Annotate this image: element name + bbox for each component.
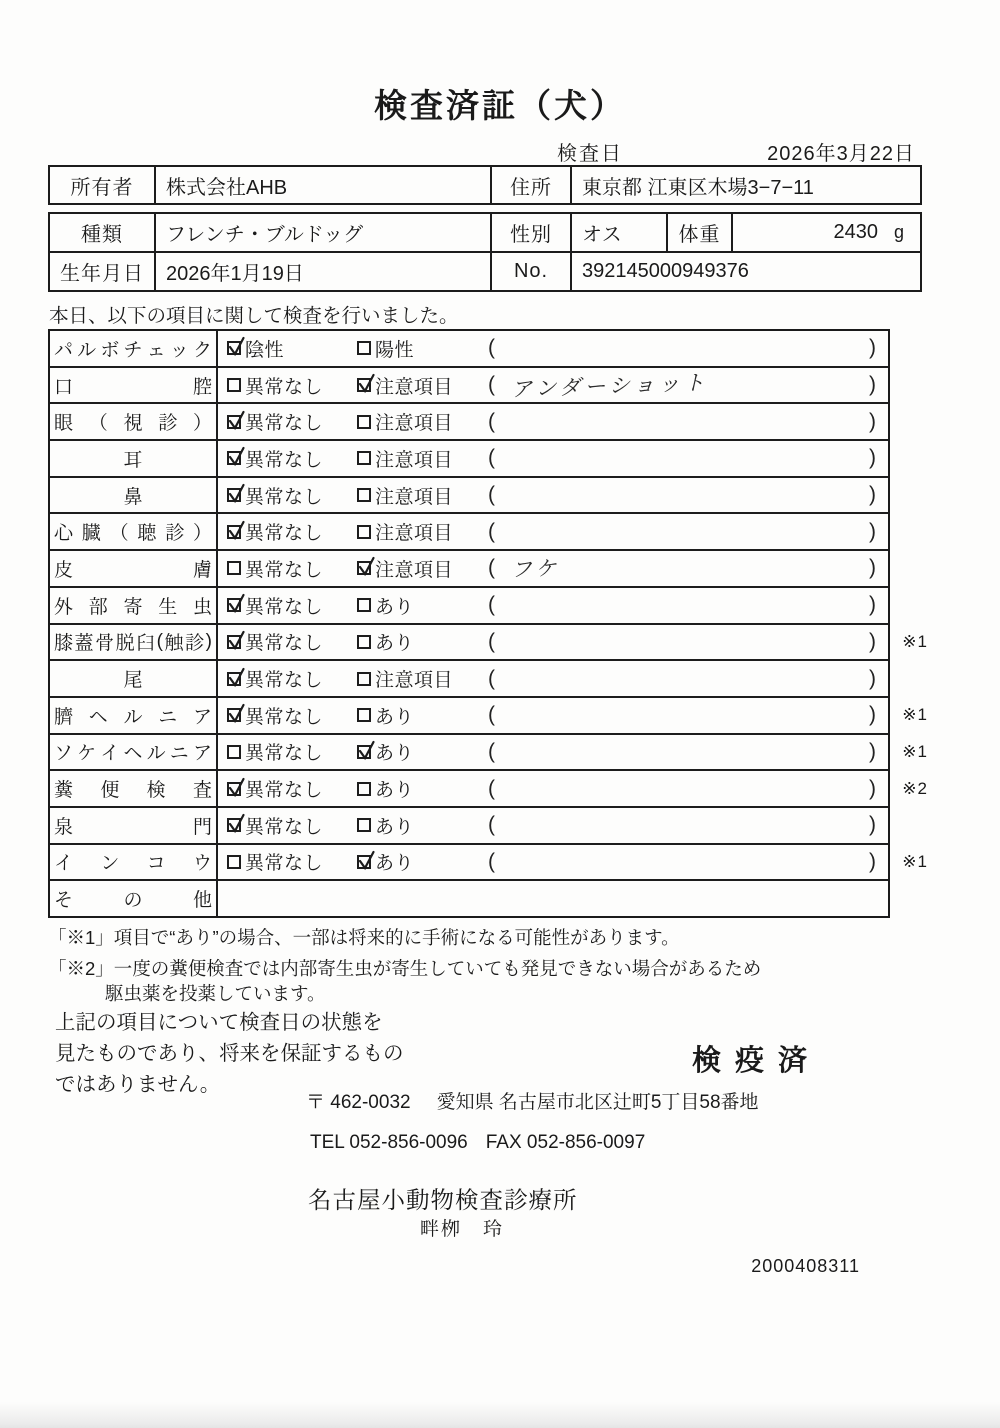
- option: [227, 848, 357, 875]
- serial-number: 2000408311: [751, 1256, 860, 1276]
- paren-open: (: [488, 593, 495, 617]
- option: [227, 738, 357, 765]
- paren-close: ): [869, 739, 876, 763]
- sex-value: オス: [570, 214, 666, 251]
- checkbox-checked-icon[interactable]: [357, 561, 371, 575]
- item-options: [218, 441, 888, 476]
- option: [357, 335, 488, 362]
- checkbox-checked-icon[interactable]: [227, 415, 241, 429]
- breed-value: フレンチ・ブルドッグ: [154, 214, 490, 251]
- option-label: 注意項目: [375, 413, 454, 435]
- item-label: パ ル ボ チ ェ ッ ク: [50, 331, 218, 366]
- clinic-postal: 〒 462-0032: [306, 1092, 411, 1113]
- paren-open: (: [488, 483, 495, 507]
- checkbox-icon[interactable]: [357, 488, 371, 502]
- item-label: ソ ケ イ ヘ ル ニ ア: [50, 735, 218, 770]
- item-label: 皮 膚: [50, 551, 218, 586]
- option: [227, 592, 357, 619]
- item-options: [218, 661, 888, 696]
- item-label: そ の 他: [50, 881, 218, 916]
- checkbox-checked-icon[interactable]: [227, 708, 241, 722]
- checkbox-icon[interactable]: [357, 708, 371, 722]
- item-options: [218, 331, 888, 366]
- disclaimer-line-2: 見たものであり、将来を保証するもの: [55, 1042, 404, 1065]
- option: [227, 408, 357, 435]
- option: [357, 812, 488, 839]
- sex-label: 性別: [490, 214, 570, 251]
- option-label: あり: [375, 596, 415, 618]
- option: [357, 702, 488, 729]
- checkbox-icon[interactable]: [357, 341, 371, 355]
- inspection-row: [50, 512, 888, 549]
- footnote-mark: ※1: [902, 705, 928, 725]
- weight-value: 2430: [833, 221, 878, 243]
- option-label: 異常なし: [245, 816, 324, 838]
- paren-close: ): [869, 336, 876, 360]
- item-options: [218, 881, 888, 916]
- paren-close: ): [869, 373, 876, 397]
- option: [357, 445, 488, 472]
- option-label: 陽性: [375, 339, 415, 361]
- paren-open: (: [488, 776, 495, 800]
- checkbox-checked-icon[interactable]: [227, 818, 241, 832]
- option-label: 注意項目: [375, 523, 454, 545]
- option-label: 注意項目: [375, 376, 454, 398]
- paren-open: (: [488, 409, 495, 433]
- option: [357, 555, 488, 582]
- option-label: 異常なし: [245, 376, 324, 398]
- option-label: 異常なし: [245, 523, 324, 545]
- checkbox-checked-icon[interactable]: [227, 782, 241, 796]
- checkbox-icon[interactable]: [357, 525, 371, 539]
- paren-close: ): [869, 519, 876, 543]
- handwritten-note: フケ: [510, 557, 561, 583]
- option-label: 異常なし: [245, 780, 324, 802]
- paren-open: (: [488, 666, 495, 690]
- inspection-row: [50, 366, 888, 403]
- checkbox-icon[interactable]: [357, 451, 371, 465]
- option: [227, 518, 357, 545]
- paren-open: (: [488, 739, 495, 763]
- paren-open: (: [488, 336, 495, 360]
- option-label: あり: [375, 780, 415, 802]
- inspection-row: [50, 439, 888, 476]
- item-label: 尾: [50, 661, 218, 696]
- breed-label: 種類: [81, 224, 123, 246]
- pet-info-row-2: [50, 251, 920, 290]
- paren-close: ): [869, 556, 876, 580]
- footnote-2: 「※2」一度の糞便検査では内部寄生虫が寄生していても発見できない場合があるため: [48, 958, 762, 979]
- pet-info-row-1: [50, 214, 920, 251]
- item-options: [218, 771, 888, 806]
- paren-open: (: [488, 519, 495, 543]
- checkbox-checked-icon[interactable]: [227, 451, 241, 465]
- option: [227, 372, 357, 399]
- option-label: 異常なし: [245, 486, 324, 508]
- address-label: 住所: [490, 167, 570, 203]
- checkbox-icon[interactable]: [227, 855, 241, 869]
- weight-value-cell: [731, 214, 920, 251]
- item-options: [218, 588, 888, 623]
- pet-info-table: [48, 212, 922, 292]
- option: [227, 702, 357, 729]
- inspection-date-value: 2026年3月22日: [767, 143, 915, 165]
- item-label: 耳: [50, 441, 218, 476]
- checkbox-icon[interactable]: [227, 378, 241, 392]
- paren-close: ): [869, 849, 876, 873]
- option-label: あり: [375, 706, 415, 728]
- clinic-fax: FAX 052-856-0097: [485, 1132, 646, 1153]
- inspection-row: [50, 806, 888, 843]
- paren-open: (: [488, 849, 495, 873]
- checkbox-checked-icon[interactable]: [227, 635, 241, 649]
- item-options: [218, 698, 888, 733]
- weight-label: 体重: [666, 214, 731, 251]
- item-options: [218, 845, 888, 880]
- disclaimer-line-3: ではありません。: [55, 1073, 221, 1096]
- paren-open: (: [488, 373, 495, 397]
- owner-value: 株式会社AHB: [154, 167, 490, 203]
- checkbox-icon[interactable]: [357, 635, 371, 649]
- item-label: イ ン コ ウ: [50, 845, 218, 880]
- option-label: 注意項目: [375, 670, 454, 692]
- clinic-name: 名古屋小動物検査診療所: [308, 1187, 578, 1213]
- checkbox-checked-icon[interactable]: [227, 672, 241, 686]
- option: [227, 555, 357, 582]
- item-options: [218, 368, 888, 403]
- option-label: あり: [375, 816, 415, 838]
- option-label: 異常なし: [245, 596, 324, 618]
- option-label: あり: [375, 633, 415, 655]
- option: [357, 592, 488, 619]
- checkbox-checked-icon[interactable]: [357, 855, 371, 869]
- page-title: 検査済証（犬）: [374, 87, 626, 124]
- item-options: [218, 514, 888, 549]
- checkbox-icon[interactable]: [357, 598, 371, 612]
- checkbox-icon[interactable]: [357, 672, 371, 686]
- option: [227, 482, 357, 509]
- inspection-row: [50, 769, 928, 806]
- item-label: 泉 門: [50, 808, 218, 843]
- item-label: 膝 蓋 骨 脱 臼 ( 触 診 ): [50, 625, 218, 660]
- option: [227, 665, 357, 692]
- item-label: 心 臓 （ 聴 診 ）: [50, 514, 218, 549]
- paren-close: ): [869, 776, 876, 800]
- option-label: 異常なし: [245, 559, 324, 581]
- no-label: No.: [490, 253, 570, 290]
- paren-close: ): [869, 593, 876, 617]
- paren-open: (: [488, 703, 495, 727]
- footnote-2-cont: 駆虫薬を投薬しています。: [105, 983, 326, 1004]
- option-label: 異常なし: [245, 743, 324, 765]
- option-label: あり: [375, 743, 415, 765]
- address-value: 東京都 江東区木場3−7−11: [570, 167, 920, 203]
- checkbox-icon[interactable]: [357, 415, 371, 429]
- weight-unit: g: [893, 222, 904, 242]
- checkbox-icon[interactable]: [227, 561, 241, 575]
- no-value: 392145000949376: [570, 253, 920, 290]
- item-label: 口 腔: [50, 368, 218, 403]
- option: [357, 408, 488, 435]
- scan-shadow-artifact: [0, 1402, 1000, 1428]
- option: [227, 445, 357, 472]
- paren-open: (: [488, 556, 495, 580]
- option-label: あり: [375, 853, 415, 875]
- inspection-row: [50, 733, 928, 770]
- paren-close: ): [869, 446, 876, 470]
- item-label: 外 部 寄 生 虫: [50, 588, 218, 623]
- inspection-table: [48, 329, 928, 918]
- checkbox-icon[interactable]: [227, 745, 241, 759]
- paren-close: ): [869, 703, 876, 727]
- footnote-mark: ※2: [902, 778, 928, 798]
- inspection-row: [50, 586, 888, 623]
- option-label: 異常なし: [245, 853, 324, 875]
- checkbox-checked-icon[interactable]: [357, 745, 371, 759]
- paren-close: ): [869, 666, 876, 690]
- item-label: 臍 ヘ ル ニ ア: [50, 698, 218, 733]
- checkbox-checked-icon[interactable]: [227, 341, 241, 355]
- item-options: [218, 404, 888, 439]
- option: [227, 812, 357, 839]
- checkbox-icon[interactable]: [357, 818, 371, 832]
- veterinarian-name: 畔栁 玲: [420, 1219, 505, 1240]
- footnote-mark: ※1: [902, 631, 928, 651]
- option: [357, 518, 488, 545]
- item-options: [218, 478, 888, 513]
- item-label: 鼻: [50, 478, 218, 513]
- quarantine-stamp: 検疫済: [692, 1045, 822, 1077]
- item-options: [218, 735, 888, 770]
- paren-open: (: [488, 813, 495, 837]
- footnote-mark: ※1: [902, 741, 928, 761]
- option: [357, 665, 488, 692]
- option: [357, 628, 488, 655]
- item-label: 糞 便 検 査: [50, 771, 218, 806]
- paren-close: ): [869, 629, 876, 653]
- option-label: 注意項目: [375, 449, 454, 471]
- handwritten-note: アンダーショット: [510, 371, 709, 402]
- item-options: [218, 625, 888, 660]
- owner-label: 所有者: [70, 176, 134, 199]
- inspection-row: [50, 549, 888, 586]
- inspection-row: [50, 402, 888, 439]
- option: [357, 482, 488, 509]
- paren-open: (: [488, 446, 495, 470]
- inspection-row: [50, 843, 928, 880]
- item-options: [218, 551, 888, 586]
- birth-value: 2026年1月19日: [154, 253, 490, 290]
- option-label: 異常なし: [245, 413, 324, 435]
- disclaimer-line-1: 上記の項目について検査日の状態を: [55, 1011, 383, 1034]
- intro-text: 本日、以下の項目に関して検査を行いました。: [49, 305, 459, 327]
- option-label: 異常なし: [245, 449, 324, 471]
- paren-close: ): [869, 409, 876, 433]
- option: [227, 775, 357, 802]
- option-label: 異常なし: [245, 706, 324, 728]
- option: [357, 372, 488, 399]
- clinic-phone-row: [310, 1132, 645, 1154]
- inspection-row: [50, 623, 928, 660]
- checkbox-checked-icon[interactable]: [357, 378, 371, 392]
- option: [357, 738, 488, 765]
- option: [227, 335, 357, 362]
- inspection-row: [50, 476, 888, 513]
- clinic-address: 愛知県 名古屋市北区辻町5丁目58番地: [436, 1092, 759, 1113]
- item-options: [218, 808, 888, 843]
- checkbox-checked-icon[interactable]: [227, 525, 241, 539]
- footnote-mark: ※1: [902, 851, 928, 871]
- inspection-date-label: 検査日: [557, 143, 623, 165]
- inspection-row: [50, 659, 888, 696]
- inspection-row: [50, 696, 928, 733]
- option-label: 注意項目: [375, 486, 454, 508]
- option: [357, 848, 488, 875]
- checkbox-icon[interactable]: [357, 782, 371, 796]
- clinic-address-row: [306, 1087, 759, 1114]
- option-label: 注意項目: [375, 559, 454, 581]
- inspection-row: [50, 331, 888, 366]
- option-label: 異常なし: [245, 633, 324, 655]
- footnote-1: 「※1」項目で“あり”の場合、一部は将来的に手術になる可能性があります。: [48, 927, 680, 948]
- item-label: 眼 （ 視 診 ）: [50, 404, 218, 439]
- checkbox-checked-icon[interactable]: [227, 598, 241, 612]
- option-label: 陰性: [245, 339, 285, 361]
- option-label: 異常なし: [245, 670, 324, 692]
- birth-label: 生年月日: [60, 263, 144, 285]
- inspection-row: [50, 879, 888, 916]
- owner-table: [48, 165, 922, 205]
- paren-close: ): [869, 483, 876, 507]
- paren-open: (: [488, 629, 495, 653]
- option: [227, 628, 357, 655]
- option: [357, 775, 488, 802]
- checkbox-checked-icon[interactable]: [227, 488, 241, 502]
- paren-close: ): [869, 813, 876, 837]
- clinic-tel: TEL 052-856-0096: [310, 1132, 468, 1153]
